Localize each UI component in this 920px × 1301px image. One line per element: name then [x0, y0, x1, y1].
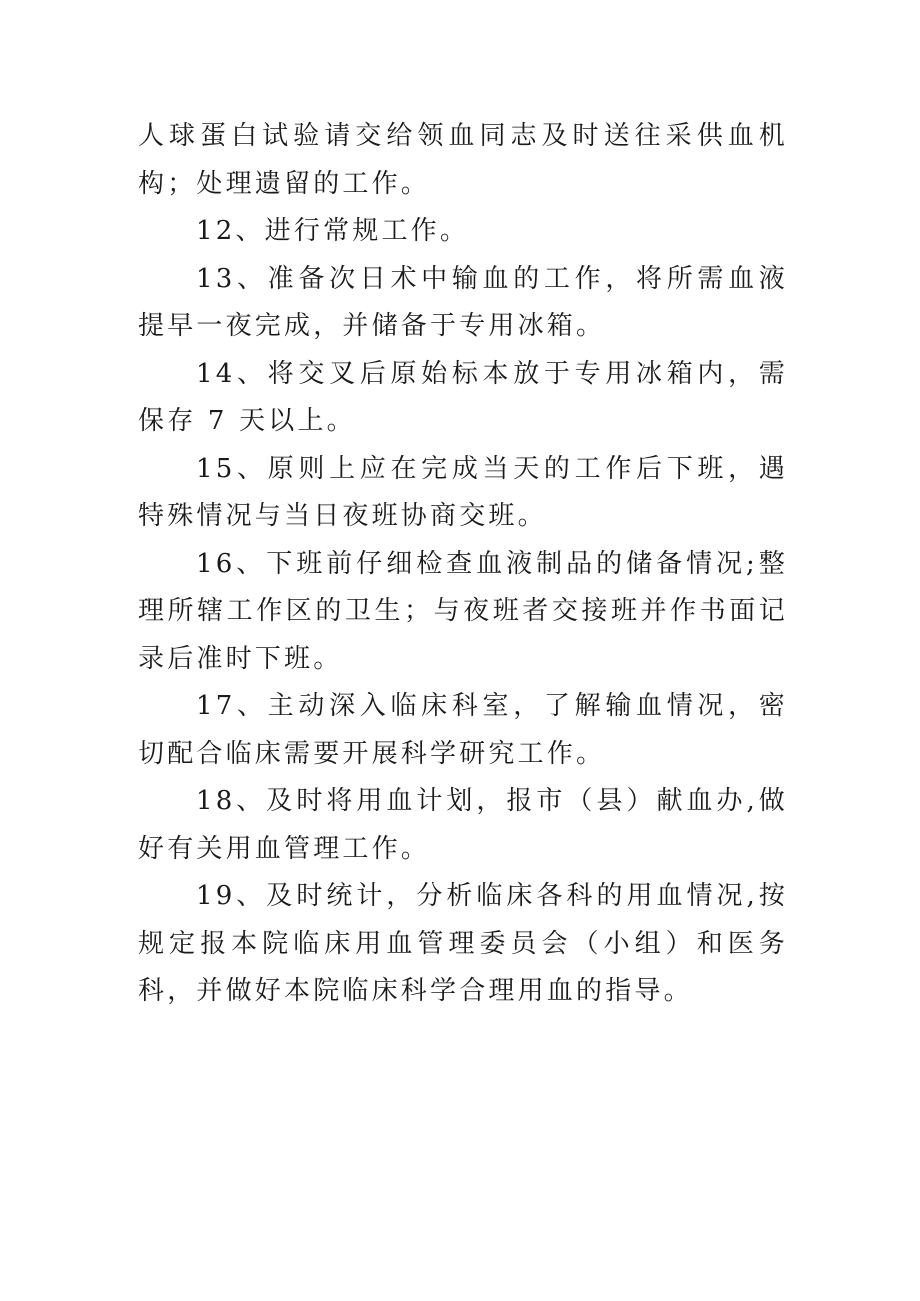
paragraph-item-14: 14、将交叉后原始标本放于专用冰箱内，需保存 7 天以上。 — [138, 358, 788, 436]
paragraph-item-18: 18、及时将用血计划，报市（县）献血办,做好有关用血管理工作。 — [138, 786, 788, 864]
paragraph-item-17: 17、主动深入临床科室，了解输血情况，密切配合临床需要开展科学研究工作。 — [138, 691, 788, 769]
paragraph-item-12: 12、进行常规工作。 — [196, 216, 470, 246]
paragraph-item-15: 15、原则上应在完成当天的工作后下班，遇特殊情况与当日夜班协商交班。 — [138, 453, 788, 531]
paragraph-item-19: 19、及时统计，分析临床各科的用血情况,按规定报本院临床用血管理委员会（小组）和医务科，并做好本院临床科学合理用血的指导。 — [138, 881, 788, 1006]
document-body — [138, 113, 788, 1016]
paragraph-item-16: 16、下班前仔细检查血液制品的储备情况;整理所辖工作区的卫生；与夜班者交接班并作书面记录后准时下班。 — [138, 548, 788, 674]
paragraph-item-13: 13、准备次日术中输血的工作，将所需血液提早一夜完成，并储备于专用冰箱。 — [138, 263, 788, 341]
paragraph-continuation: 人球蛋白试验请交给领血同志及时送往采供血机构；处理遗留的工作。 — [138, 121, 788, 199]
